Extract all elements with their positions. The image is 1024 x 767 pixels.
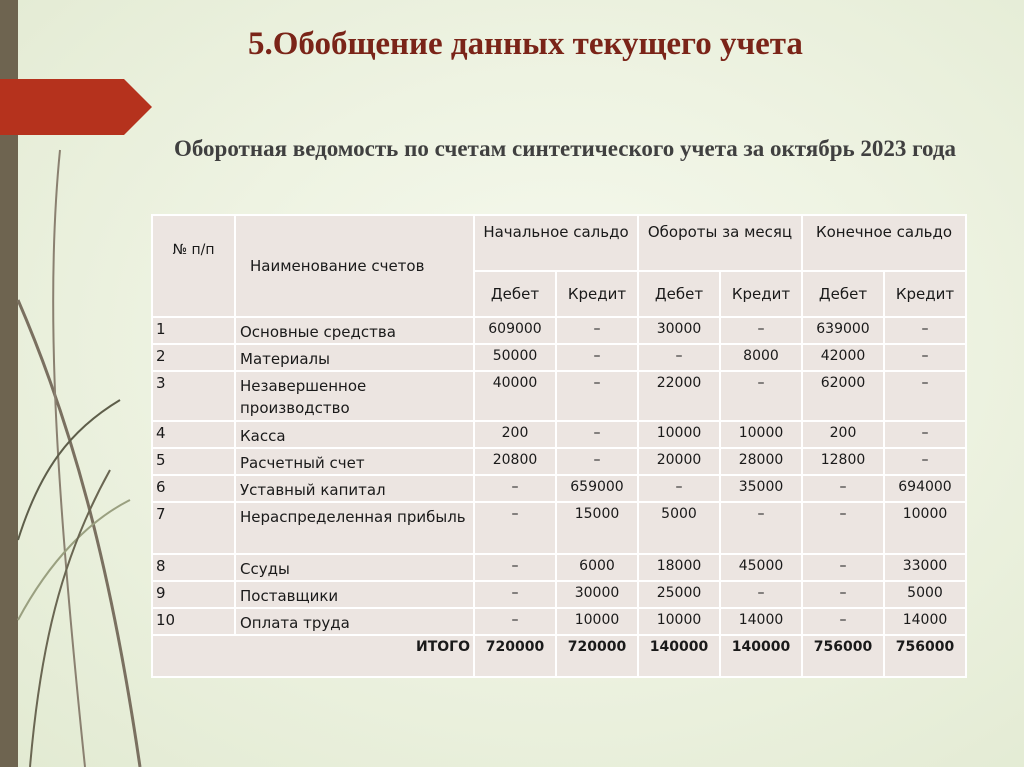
group-header-closing-balance: Конечное сальдо: [802, 215, 966, 271]
table-row: [152, 554, 966, 581]
debit-value: 40000: [474, 371, 556, 421]
table-row: [152, 344, 966, 371]
debit-value: 22000: [638, 371, 720, 421]
debit-value: 20000: [638, 448, 720, 475]
account-name: Основные средства: [235, 317, 474, 344]
total-value: 140000: [720, 635, 802, 677]
credit-value: 45000: [720, 554, 802, 581]
debit-value: 200: [802, 421, 884, 448]
credit-value: 659000: [556, 475, 638, 502]
subheader-credit: Кредит: [884, 271, 966, 317]
credit-value: –: [556, 448, 638, 475]
total-value: 140000: [638, 635, 720, 677]
row-number: 1: [152, 317, 235, 344]
debit-value: 25000: [638, 581, 720, 608]
account-name: Ссуды: [235, 554, 474, 581]
debit-value: 200: [474, 421, 556, 448]
turnover-statement-table: [151, 214, 967, 678]
debit-value: –: [802, 581, 884, 608]
table-row: [152, 371, 966, 421]
credit-value: 10000: [884, 502, 966, 554]
total-row: [152, 635, 966, 677]
group-header-opening-balance: Начальное сальдо: [474, 215, 638, 271]
credit-value: 30000: [556, 581, 638, 608]
total-value: 756000: [802, 635, 884, 677]
credit-value: 35000: [720, 475, 802, 502]
col-header-account-name: Наименование счетов: [235, 215, 474, 317]
debit-value: –: [474, 502, 556, 554]
accent-arrow-shape: [0, 79, 152, 135]
credit-value: 8000: [720, 344, 802, 371]
debit-value: –: [638, 475, 720, 502]
row-number: 4: [152, 421, 235, 448]
credit-value: 14000: [884, 608, 966, 635]
table-caption: Оборотная ведомость по счетам синтетического учета за октябрь 2023 года: [173, 136, 957, 161]
debit-value: 30000: [638, 317, 720, 344]
account-name: Поставщики: [235, 581, 474, 608]
total-value: 720000: [556, 635, 638, 677]
total-label: ИТОГО: [152, 635, 474, 677]
subheader-credit: Кредит: [720, 271, 802, 317]
credit-value: –: [556, 421, 638, 448]
account-name: Оплата труда: [235, 608, 474, 635]
table-row: [152, 608, 966, 635]
table-row: [152, 475, 966, 502]
credit-value: 28000: [720, 448, 802, 475]
subheader-debit: Дебет: [802, 271, 884, 317]
row-number: 3: [152, 371, 235, 421]
debit-value: 42000: [802, 344, 884, 371]
table-row: [152, 317, 966, 344]
debit-value: –: [474, 608, 556, 635]
row-number: 10: [152, 608, 235, 635]
debit-value: –: [802, 502, 884, 554]
credit-value: –: [556, 371, 638, 421]
credit-value: –: [556, 344, 638, 371]
account-name: Уставный капитал: [235, 475, 474, 502]
credit-value: –: [720, 317, 802, 344]
group-header-monthly-turnover: Обороты за месяц: [638, 215, 802, 271]
credit-value: 5000: [884, 581, 966, 608]
table-row: [152, 581, 966, 608]
subheader-debit: Дебет: [474, 271, 556, 317]
debit-value: –: [802, 608, 884, 635]
debit-value: 12800: [802, 448, 884, 475]
credit-value: 694000: [884, 475, 966, 502]
credit-value: –: [884, 344, 966, 371]
account-name: Расчетный счет: [235, 448, 474, 475]
debit-value: 639000: [802, 317, 884, 344]
account-name: Касса: [235, 421, 474, 448]
debit-value: 18000: [638, 554, 720, 581]
credit-value: –: [720, 581, 802, 608]
col-header-number: № п/п: [152, 215, 235, 317]
debit-value: 5000: [638, 502, 720, 554]
total-value: 720000: [474, 635, 556, 677]
debit-value: 609000: [474, 317, 556, 344]
credit-value: 10000: [556, 608, 638, 635]
account-name: Незавершенное производство: [235, 371, 474, 421]
credit-value: –: [884, 371, 966, 421]
debit-value: –: [474, 475, 556, 502]
table-row: [152, 502, 966, 554]
credit-value: –: [720, 502, 802, 554]
debit-value: –: [802, 554, 884, 581]
credit-value: –: [556, 317, 638, 344]
credit-value: 15000: [556, 502, 638, 554]
row-number: 8: [152, 554, 235, 581]
account-name: Материалы: [235, 344, 474, 371]
debit-value: –: [474, 554, 556, 581]
debit-value: –: [638, 344, 720, 371]
credit-value: 14000: [720, 608, 802, 635]
subheader-credit: Кредит: [556, 271, 638, 317]
slide-title: 5.Обобщение данных текущего учета: [248, 26, 803, 62]
credit-value: 6000: [556, 554, 638, 581]
credit-value: –: [884, 421, 966, 448]
credit-value: –: [884, 317, 966, 344]
credit-value: 10000: [720, 421, 802, 448]
credit-value: 33000: [884, 554, 966, 581]
row-number: 9: [152, 581, 235, 608]
row-number: 2: [152, 344, 235, 371]
debit-value: 10000: [638, 421, 720, 448]
debit-value: 20800: [474, 448, 556, 475]
debit-value: 62000: [802, 371, 884, 421]
credit-value: –: [884, 448, 966, 475]
account-name: Нераспределенная прибыль: [235, 502, 474, 554]
table-row: [152, 421, 966, 448]
table-row: [152, 448, 966, 475]
credit-value: –: [720, 371, 802, 421]
debit-value: 10000: [638, 608, 720, 635]
total-value: 756000: [884, 635, 966, 677]
subheader-debit: Дебет: [638, 271, 720, 317]
debit-value: 50000: [474, 344, 556, 371]
row-number: 5: [152, 448, 235, 475]
row-number: 6: [152, 475, 235, 502]
debit-value: –: [474, 581, 556, 608]
row-number: 7: [152, 502, 235, 554]
debit-value: –: [802, 475, 884, 502]
